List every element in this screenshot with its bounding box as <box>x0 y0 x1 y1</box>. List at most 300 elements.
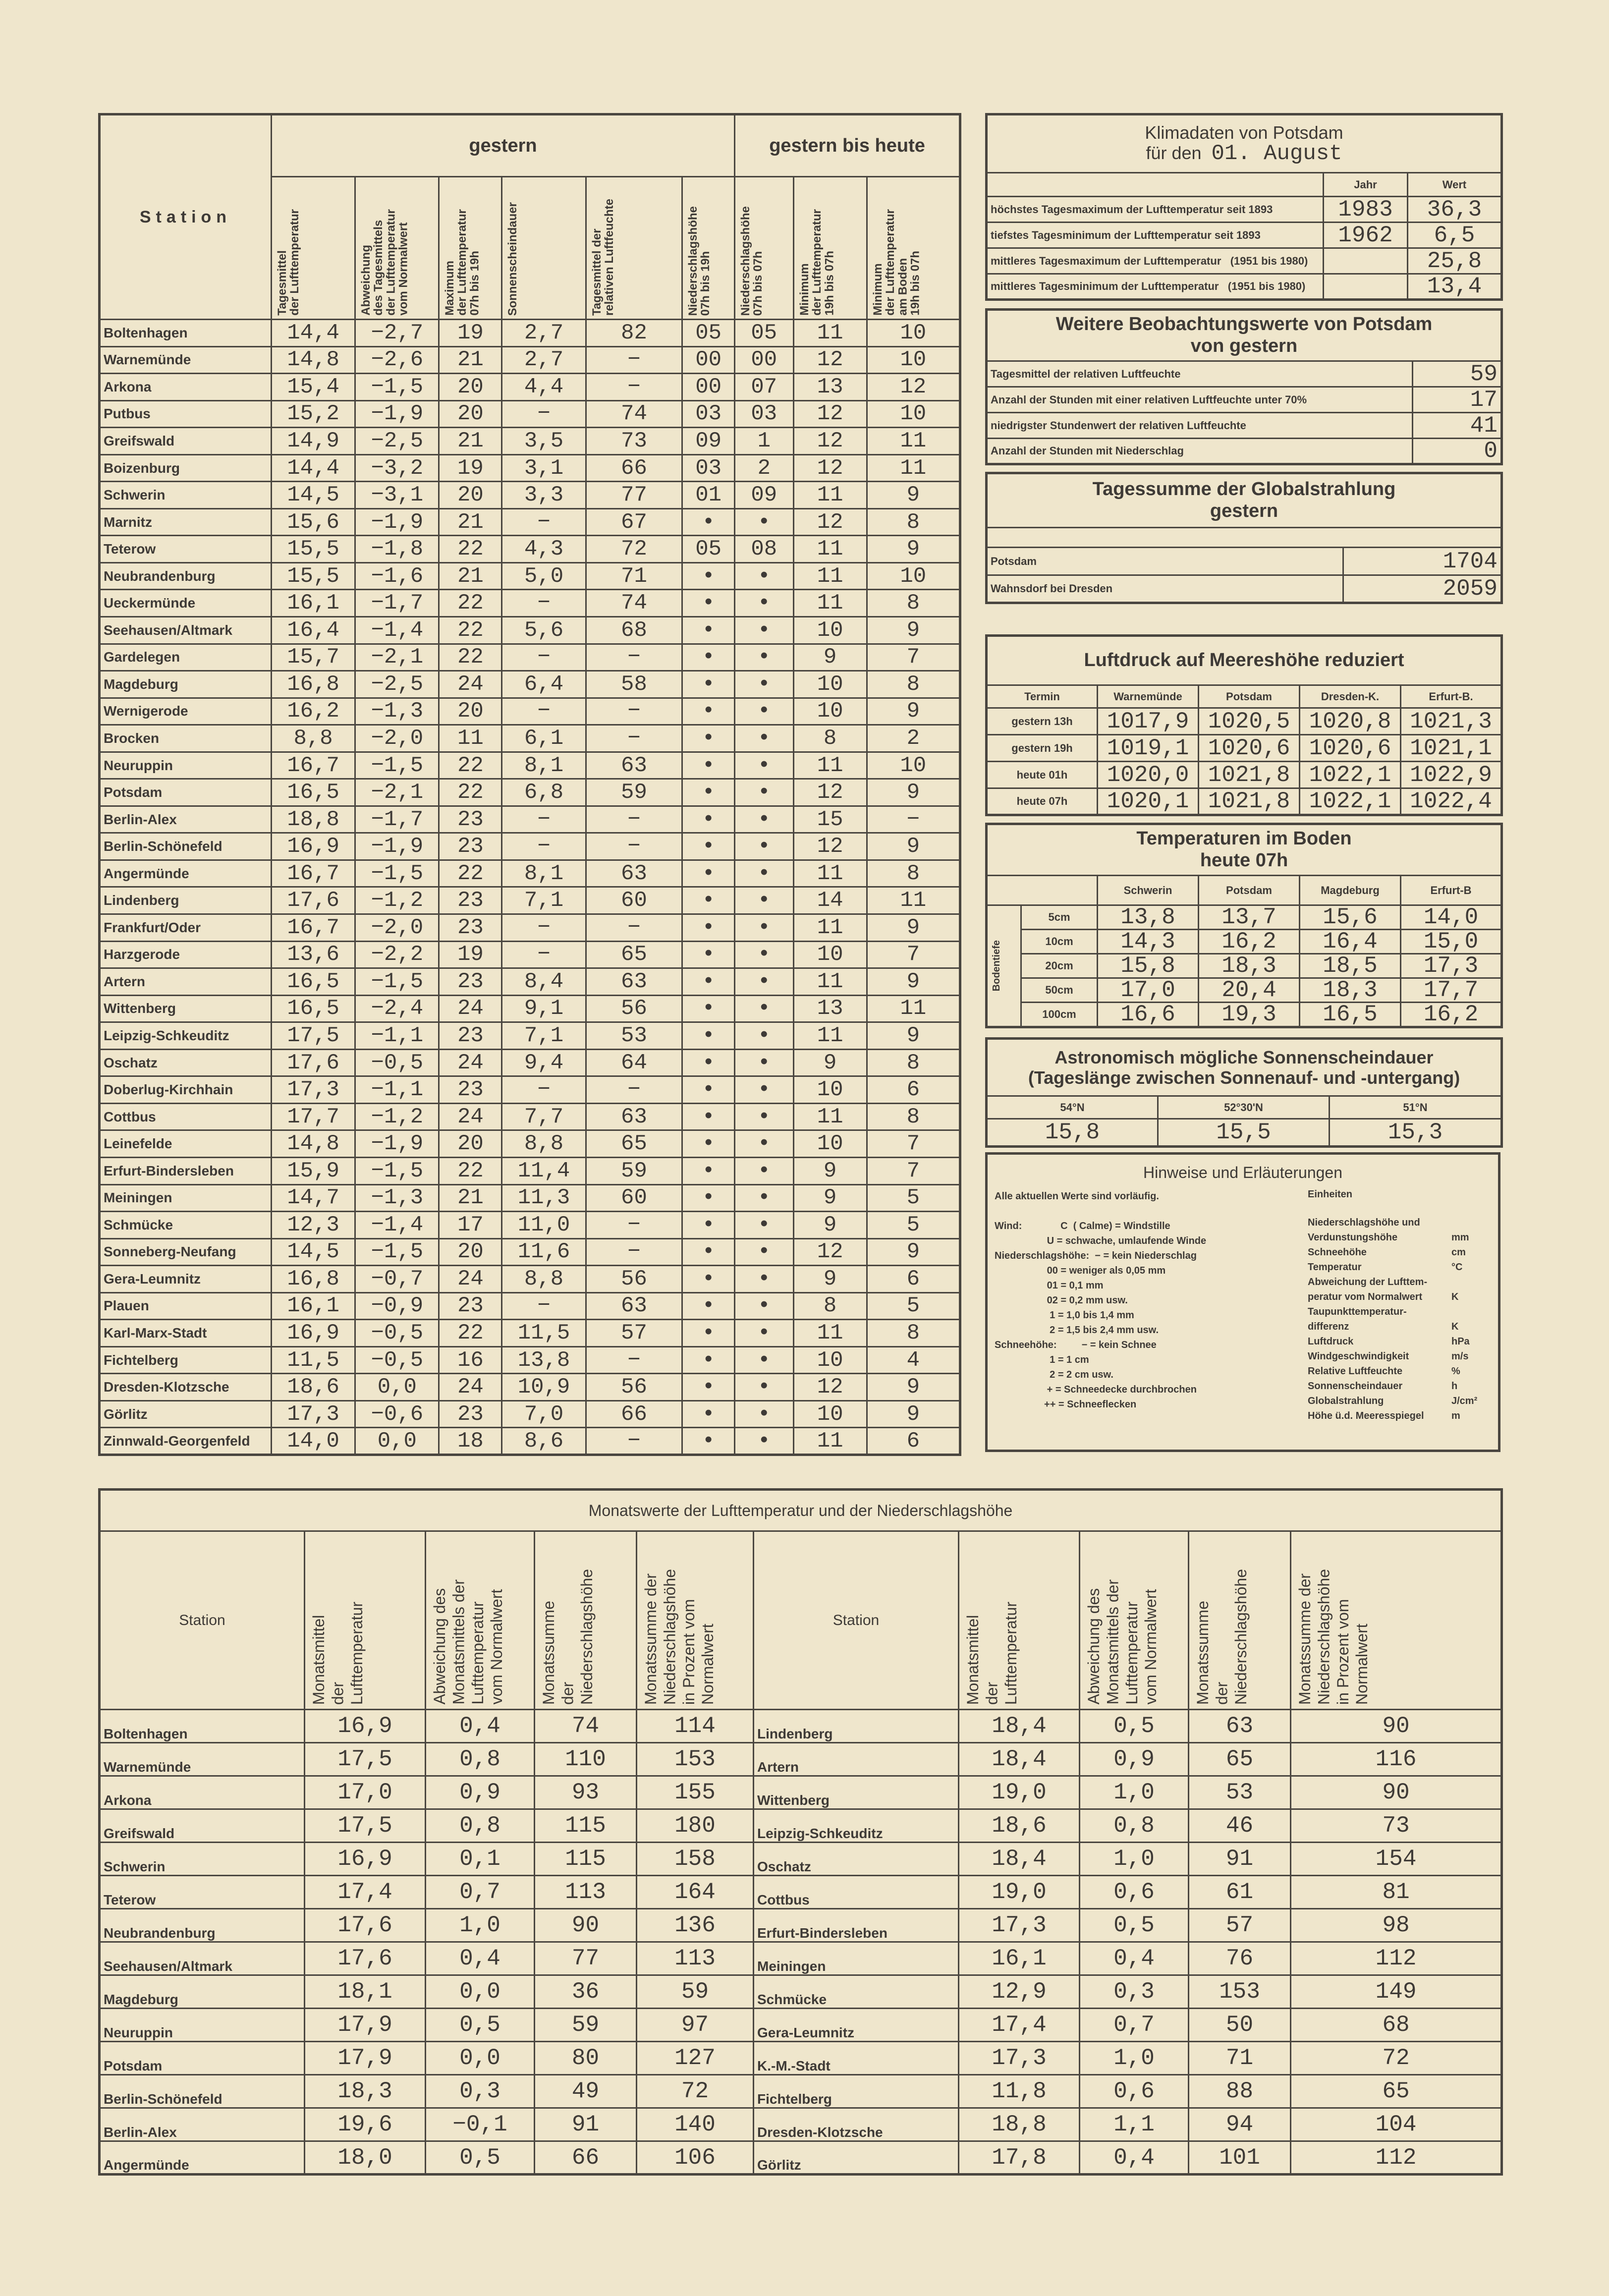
luftdruck-header: Warnemünde <box>1098 685 1199 708</box>
klima-label: höchstes Tagesmaximum der Lufttemperatur seit 1893 <box>987 197 1324 223</box>
boden-table <box>985 823 1503 1028</box>
daily-cell: 17,6 <box>271 887 355 914</box>
daily-cell: 11 <box>793 482 867 509</box>
daily-row <box>100 833 960 860</box>
daily-cell: • <box>735 508 793 536</box>
daily-col-header <box>867 177 960 320</box>
daily-cell: • <box>735 833 793 860</box>
monthly-station: Warnemünde <box>100 1743 305 1776</box>
daily-cell: − <box>586 1346 682 1374</box>
daily-cell: 11 <box>439 725 502 752</box>
daily-cell: 9 <box>793 1049 867 1076</box>
daily-cell: −1,3 <box>355 1184 439 1212</box>
monthly-station: Schmücke <box>754 1975 959 2009</box>
astro-panel <box>985 1037 1500 1148</box>
boden-value: 16,2 <box>1401 1003 1502 1027</box>
monthly-row <box>100 1975 1502 2009</box>
daily-cell: −1,7 <box>355 590 439 617</box>
station-name: Neubrandenburg <box>100 562 272 590</box>
monthly-cell: 1,1 <box>1080 2108 1189 2141</box>
daily-cell: − <box>502 508 586 536</box>
daily-cell: 64 <box>586 1049 682 1076</box>
weitere-label: Tagesmittel der relativen Luftfeuchte <box>987 361 1413 387</box>
monthly-cell: 1,0 <box>1080 1843 1189 1876</box>
daily-cell: 14,9 <box>271 428 355 455</box>
boden-header: Erfurt-B <box>1401 876 1502 905</box>
daily-cell: • <box>735 860 793 887</box>
luftdruck-value: 1021,8 <box>1199 762 1300 788</box>
luftdruck-termin: heute 01h <box>987 762 1098 788</box>
daily-row <box>100 1049 960 1076</box>
astro-value: 15,5 <box>1158 1119 1330 1147</box>
daily-cell: • <box>682 698 735 725</box>
daily-cell: 23 <box>439 806 502 833</box>
boden-row <box>987 978 1502 1003</box>
daily-cell: − <box>502 914 586 942</box>
daily-cell: 77 <box>586 482 682 509</box>
luftdruck-value: 1020,5 <box>1199 708 1300 735</box>
daily-row <box>100 941 960 968</box>
daily-cell: 63 <box>586 860 682 887</box>
daily-cell: −2,2 <box>355 941 439 968</box>
weitere-value: 0 <box>1413 439 1502 464</box>
unit-value: cm <box>1451 1246 1466 1258</box>
monthly-station: Boltenhagen <box>100 1710 305 1743</box>
daily-cell: 19 <box>439 454 502 482</box>
daily-cell: 8 <box>867 860 960 887</box>
monthly-cell: 17,9 <box>305 2009 426 2042</box>
daily-cell: 20 <box>439 374 502 401</box>
monthly-cell: 0,3 <box>426 2075 535 2108</box>
daily-cell: • <box>735 1103 793 1130</box>
daily-cell: 00 <box>735 346 793 374</box>
daily-cell: • <box>735 914 793 942</box>
daily-cell: • <box>735 806 793 833</box>
daily-table <box>98 113 961 1456</box>
monthly-cell: 140 <box>637 2108 754 2141</box>
daily-cell: • <box>682 1049 735 1076</box>
monthly-cell: 115 <box>535 1809 637 1843</box>
daily-col-header <box>682 177 735 320</box>
unit-row <box>1308 1394 1491 1408</box>
daily-cell: − <box>502 400 586 428</box>
unit-row <box>1308 1215 1491 1245</box>
daily-cell: 9 <box>867 833 960 860</box>
boden-value: 18,3 <box>1199 954 1300 978</box>
monthly-cell: 0,7 <box>1080 2009 1189 2042</box>
boden-depth: 50cm <box>1021 978 1098 1003</box>
daily-cell: 5 <box>867 1212 960 1239</box>
unit-label: Windgeschwindigkeit <box>1308 1350 1409 1362</box>
daily-cell: 60 <box>586 1184 682 1212</box>
station-name: Wernigerode <box>100 698 272 725</box>
daily-cell: 2,7 <box>502 320 586 347</box>
daily-cell: 2 <box>735 454 793 482</box>
monthly-station: Seehausen/Altmark <box>100 1942 305 1975</box>
daily-cell: −1,5 <box>355 860 439 887</box>
daily-cell: 22 <box>439 590 502 617</box>
monthly-cell: 90 <box>535 1909 637 1942</box>
daily-cell: 21 <box>439 346 502 374</box>
monthly-cell: 53 <box>1189 1776 1291 1809</box>
daily-cell: 67 <box>586 508 682 536</box>
daily-cell: 6 <box>867 1266 960 1293</box>
daily-cell: 13 <box>793 374 867 401</box>
weitere-row <box>987 361 1502 387</box>
daily-row <box>100 374 960 401</box>
daily-cell: 23 <box>439 1400 502 1428</box>
daily-cell: • <box>735 698 793 725</box>
daily-cell: 16,4 <box>271 617 355 644</box>
daily-cell: −0,5 <box>355 1346 439 1374</box>
daily-cell: −1,2 <box>355 1103 439 1130</box>
daily-cell: −2,0 <box>355 725 439 752</box>
daily-row <box>100 346 960 374</box>
station-name: Potsdam <box>100 779 272 806</box>
monthly-station: Angermünde <box>100 2141 305 2175</box>
monthly-cell: 17,5 <box>305 1809 426 1843</box>
boden-title: Temperaturen im Boden heute 07h <box>987 824 1502 876</box>
monthly-cell: 18,8 <box>959 2108 1080 2141</box>
daily-cell: • <box>682 508 735 536</box>
daily-cell: 7,7 <box>502 1103 586 1130</box>
daily-cell: − <box>586 346 682 374</box>
daily-cell: 12 <box>793 833 867 860</box>
daily-cell: 14,0 <box>271 1428 355 1455</box>
daily-cell: 11 <box>793 752 867 779</box>
monthly-cell: 153 <box>637 1743 754 1776</box>
daily-cell: • <box>682 1400 735 1428</box>
daily-cell: 10 <box>793 1130 867 1158</box>
station-name: Seehausen/Altmark <box>100 617 272 644</box>
daily-row <box>100 752 960 779</box>
daily-cell: 10 <box>867 400 960 428</box>
astro-header: 52°30'N <box>1158 1096 1330 1119</box>
monthly-cell: 0,5 <box>426 2009 535 2042</box>
daily-cell: 12 <box>793 1374 867 1401</box>
station-name: Dresden-Klotzsche <box>100 1374 272 1401</box>
daily-cell: 12 <box>793 346 867 374</box>
station-name: Berlin-Schönefeld <box>100 833 272 860</box>
luftdruck-value: 1022,9 <box>1401 762 1502 788</box>
monthly-station: Schwerin <box>100 1843 305 1876</box>
monthly-cell: 17,6 <box>305 1909 426 1942</box>
daily-cell: 11 <box>867 887 960 914</box>
boden-depth: 5cm <box>1021 905 1098 930</box>
station-name: Sonneberg-Neufang <box>100 1238 272 1266</box>
boden-value: 18,5 <box>1300 954 1401 978</box>
daily-cell: 10 <box>793 1076 867 1104</box>
monthly-cell: 66 <box>535 2141 637 2175</box>
daily-cell: −2,1 <box>355 644 439 671</box>
daily-cell: − <box>502 644 586 671</box>
daily-group-gestern: gestern <box>271 114 734 177</box>
klima-title <box>987 114 1502 173</box>
unit-row <box>1308 1304 1491 1334</box>
monthly-station: Görlitz <box>754 2141 959 2175</box>
luftdruck-value: 1017,9 <box>1098 708 1199 735</box>
daily-cell: 12 <box>793 779 867 806</box>
daily-cell: 6,4 <box>502 671 586 698</box>
monthly-cell: 1,0 <box>1080 1776 1189 1809</box>
monthly-station: Wittenberg <box>754 1776 959 1809</box>
daily-cell: 53 <box>586 1022 682 1050</box>
daily-row <box>100 482 960 509</box>
daily-cell: −1,5 <box>355 374 439 401</box>
monthly-station: Leipzig-Schkeuditz <box>754 1809 959 1843</box>
daily-cell: −2,5 <box>355 428 439 455</box>
daily-cell: −2,7 <box>355 320 439 347</box>
daily-cell: 8 <box>793 725 867 752</box>
daily-cell: • <box>735 995 793 1022</box>
daily-cell: 05 <box>682 536 735 563</box>
monthly-cell: 11,8 <box>959 2075 1080 2108</box>
klima-jahr <box>1324 274 1408 300</box>
monthly-cell: 115 <box>535 1843 637 1876</box>
global-value: 1704 <box>1343 548 1502 575</box>
daily-col-header <box>586 177 682 320</box>
daily-row <box>100 995 960 1022</box>
monthly-cell: −0,1 <box>426 2108 535 2141</box>
monthly-station: Oschatz <box>754 1843 959 1876</box>
unit-value: m <box>1451 1410 1460 1421</box>
luftdruck-termin: gestern 19h <box>987 735 1098 762</box>
daily-cell: • <box>735 1400 793 1428</box>
station-name: Ueckermünde <box>100 590 272 617</box>
klima-label: mittleres Tagesmaximum der Lufttemperatur (1951 bis 1980) <box>987 248 1324 274</box>
daily-cell: 17,3 <box>271 1400 355 1428</box>
monthly-cell: 17,0 <box>305 1776 426 1809</box>
monthly-cell: 91 <box>535 2108 637 2141</box>
unit-row <box>1308 1349 1491 1364</box>
unit-label: Sonnenscheindauer <box>1308 1380 1403 1392</box>
station-name: Greifswald <box>100 428 272 455</box>
monthly-cell: 16,9 <box>305 1710 426 1743</box>
boden-value: 15,0 <box>1401 930 1502 954</box>
monthly-cell: 36 <box>535 1975 637 2009</box>
global-row <box>987 548 1502 575</box>
daily-station-header: Station <box>100 114 272 320</box>
daily-cell: 9,1 <box>502 995 586 1022</box>
daily-cell: − <box>502 941 586 968</box>
daily-cell: 8 <box>867 1320 960 1347</box>
unit-value: °C <box>1451 1261 1463 1273</box>
daily-cell: • <box>735 1130 793 1158</box>
daily-cell: 22 <box>439 617 502 644</box>
boden-header: Schwerin <box>1098 876 1199 905</box>
daily-row <box>100 1130 960 1158</box>
monthly-cell: 19,6 <box>305 2108 426 2141</box>
daily-row <box>100 914 960 942</box>
monthly-cell: 0,8 <box>1080 1809 1189 1843</box>
daily-row <box>100 698 960 725</box>
station-name: Görlitz <box>100 1400 272 1428</box>
daily-cell: 07 <box>735 374 793 401</box>
monthly-station: Cottbus <box>754 1876 959 1909</box>
daily-cell: 11,5 <box>271 1346 355 1374</box>
daily-cell: 20 <box>439 1238 502 1266</box>
monthly-col-header <box>1291 1531 1502 1710</box>
klima-title-line1: Klimadaten von Potsdam <box>1145 122 1343 143</box>
daily-col-header <box>271 177 355 320</box>
boden-value: 15,6 <box>1300 905 1401 930</box>
daily-cell: 10 <box>793 941 867 968</box>
daily-cell: 17 <box>439 1212 502 1239</box>
daily-cell: − <box>502 590 586 617</box>
daily-cell: 9 <box>793 1184 867 1212</box>
daily-cell: • <box>735 1292 793 1320</box>
daily-col-label: Minimum der Lufttemperatur am Boden 19h bis 07h <box>871 209 922 316</box>
daily-cell: 82 <box>586 320 682 347</box>
monthly-row <box>100 1710 1502 1743</box>
monthly-cell: 112 <box>1291 2141 1502 2175</box>
station-name: Oschatz <box>100 1049 272 1076</box>
daily-cell: 14,8 <box>271 346 355 374</box>
boden-row <box>987 905 1502 930</box>
daily-cell: • <box>682 725 735 752</box>
daily-cell: 9 <box>793 1266 867 1293</box>
daily-cell: 5 <box>867 1292 960 1320</box>
monthly-station: Berlin-Alex <box>100 2108 305 2141</box>
station-name: Artern <box>100 968 272 996</box>
global-label: Wahnsdorf bei Dresden <box>987 575 1343 603</box>
monthly-cell: 114 <box>637 1710 754 1743</box>
daily-cell: 22 <box>439 644 502 671</box>
daily-cell: 9 <box>867 779 960 806</box>
daily-cell: 24 <box>439 995 502 1022</box>
klima-title-prefix: für den <box>1146 142 1202 163</box>
monthly-cell: 164 <box>637 1876 754 1909</box>
station-name: Erfurt-Bindersleben <box>100 1157 272 1184</box>
monthly-cell: 113 <box>535 1876 637 1909</box>
daily-row <box>100 1292 960 1320</box>
daily-cell: 8 <box>867 1049 960 1076</box>
luftdruck-row <box>987 735 1502 762</box>
monthly-cell: 71 <box>1189 2042 1291 2075</box>
daily-row <box>100 428 960 455</box>
monthly-cell: 72 <box>1291 2042 1502 2075</box>
monthly-cell: 94 <box>1189 2108 1291 2141</box>
hinweise-panel <box>985 1152 1500 1452</box>
klima-wert: 36,3 <box>1408 197 1502 223</box>
daily-cell: 63 <box>586 1103 682 1130</box>
daily-cell: −3,1 <box>355 482 439 509</box>
monthly-cell: 61 <box>1189 1876 1291 1909</box>
daily-cell: − <box>586 833 682 860</box>
boden-value: 13,7 <box>1199 905 1300 930</box>
daily-cell: • <box>682 1022 735 1050</box>
daily-cell: 59 <box>586 779 682 806</box>
luftdruck-value: 1020,1 <box>1098 788 1199 815</box>
daily-cell: 12 <box>793 454 867 482</box>
daily-cell: 6,1 <box>502 725 586 752</box>
monthly-cell: 17,5 <box>305 1743 426 1776</box>
boden-value: 16,5 <box>1300 1003 1401 1027</box>
boden-value: 14,3 <box>1098 930 1199 954</box>
daily-col-label: Abweichung des Tagesmittels der Lufttemperatur vom Normalwert <box>359 209 410 316</box>
daily-cell: 56 <box>586 1266 682 1293</box>
weitere-row <box>987 387 1502 413</box>
monthly-cell: 0,4 <box>426 1710 535 1743</box>
daily-cell: −2,5 <box>355 671 439 698</box>
unit-label: Abweichung der Lufttem- peratur vom Normalwert <box>1308 1276 1428 1302</box>
monthly-cell: 149 <box>1291 1975 1502 2009</box>
monthly-col-label: Monatssumme der Niederschlagshöhe <box>540 1569 596 1705</box>
station-name: Schwerin <box>100 482 272 509</box>
monthly-row <box>100 1909 1502 1942</box>
daily-row <box>100 644 960 671</box>
monthly-col-header <box>637 1531 754 1710</box>
boden-value: 16,6 <box>1098 1003 1199 1027</box>
daily-cell: 11 <box>793 562 867 590</box>
daily-cell: 15,9 <box>271 1157 355 1184</box>
daily-cell: • <box>682 914 735 942</box>
unit-row <box>1308 1379 1491 1394</box>
weitere-label: Anzahl der Stunden mit einer relativen Luftfeuchte unter 70% <box>987 387 1413 413</box>
monthly-station: Arkona <box>100 1776 305 1809</box>
daily-cell: 14,7 <box>271 1184 355 1212</box>
daily-cell: 24 <box>439 1049 502 1076</box>
luftdruck-header: Erfurt-B. <box>1401 685 1502 708</box>
monthly-station: Teterow <box>100 1876 305 1909</box>
global-value: 2059 <box>1343 575 1502 603</box>
daily-cell: −0,6 <box>355 1400 439 1428</box>
monthly-cell: 127 <box>637 2042 754 2075</box>
monthly-cell: 98 <box>1291 1909 1502 1942</box>
daily-cell: • <box>682 617 735 644</box>
unit-value: K <box>1451 1321 1459 1332</box>
daily-col-header <box>439 177 502 320</box>
boden-panel <box>985 823 1500 1028</box>
daily-cell: 14,5 <box>271 1238 355 1266</box>
daily-cell: • <box>735 941 793 968</box>
daily-cell: − <box>502 833 586 860</box>
monthly-col-header <box>1189 1531 1291 1710</box>
daily-row <box>100 671 960 698</box>
station-name: Plauen <box>100 1292 272 1320</box>
monthly-station: Erfurt-Bindersleben <box>754 1909 959 1942</box>
daily-cell: 56 <box>586 1374 682 1401</box>
daily-cell: 11,3 <box>502 1184 586 1212</box>
daily-cell: 11 <box>793 860 867 887</box>
monthly-cell: 74 <box>535 1710 637 1743</box>
monthly-cell: 0,8 <box>426 1743 535 1776</box>
monthly-station: Berlin-Schönefeld <box>100 2075 305 2108</box>
daily-cell: 12 <box>793 428 867 455</box>
daily-cell: −1,9 <box>355 400 439 428</box>
daily-cell: 66 <box>586 454 682 482</box>
daily-cell: • <box>682 833 735 860</box>
daily-cell: • <box>682 1266 735 1293</box>
daily-cell: 23 <box>439 833 502 860</box>
luftdruck-header: Potsdam <box>1199 685 1300 708</box>
monthly-cell: 154 <box>1291 1843 1502 1876</box>
daily-row <box>100 454 960 482</box>
daily-cell: 9 <box>867 1400 960 1428</box>
daily-cell: 22 <box>439 1320 502 1347</box>
daily-cell: 10 <box>867 346 960 374</box>
unit-value: J/cm² <box>1451 1395 1478 1406</box>
daily-cell: 10 <box>867 320 960 347</box>
daily-cell: 5 <box>867 1184 960 1212</box>
monthly-cell: 17,3 <box>959 1909 1080 1942</box>
daily-cell: • <box>682 1184 735 1212</box>
weitere-table <box>985 308 1503 465</box>
luftdruck-row <box>987 788 1502 815</box>
daily-cell: 18,6 <box>271 1374 355 1401</box>
station-name: Gera-Leumnitz <box>100 1266 272 1293</box>
unit-row <box>1308 1245 1491 1260</box>
